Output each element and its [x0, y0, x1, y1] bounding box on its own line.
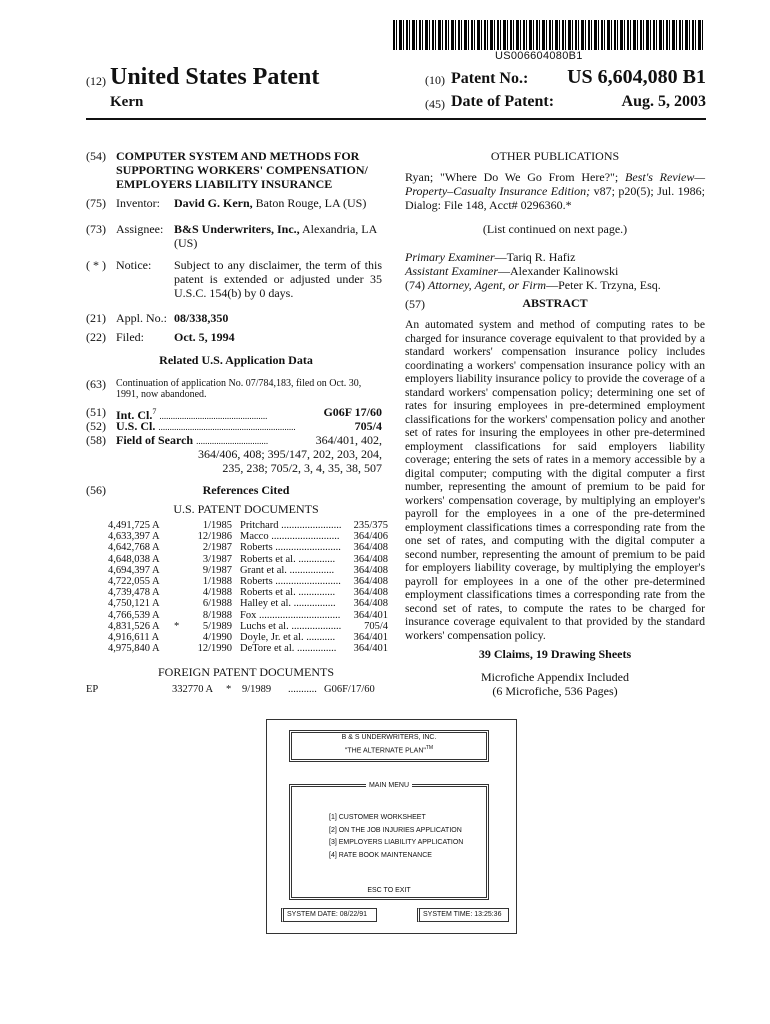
main-menu-label	[289, 782, 489, 789]
continuation-code: (63)	[86, 377, 106, 391]
field-code: (58)	[86, 433, 106, 447]
date-label: Date of Patent:	[451, 93, 555, 110]
foreign-class: G06F/17/60	[324, 684, 375, 695]
reference-name: Luchs et al. ...................	[240, 620, 342, 632]
abstract-heading: ABSTRACT	[522, 296, 588, 310]
pub-text-1: Ryan; "Where Do We Go From Here?";	[405, 170, 619, 184]
reference-number: 4,975,840 A	[108, 643, 160, 655]
reference-date: 12/1986	[197, 531, 232, 543]
intcl-label: Int. Cl.	[116, 408, 153, 422]
notice-text: Subject to any disclaimer, the term of this patent is extended or adjusted under 35 U.S.C. 154(b) by 0 days.	[174, 258, 382, 300]
reference-date: 8/1988	[202, 609, 232, 621]
reference-number: 4,648,038 A	[108, 553, 160, 565]
assignee-name: B&S Underwriters, Inc.,	[174, 222, 300, 236]
references-code: (56)	[86, 483, 106, 497]
drawing-company: B & S UNDERWRITERS, INC.	[341, 734, 437, 741]
inventor-name: David G. Kern,	[174, 196, 253, 210]
drawing-plan-text: "THE ALTERNATE PLAN"	[344, 747, 426, 755]
attorney-name: —Peter K. Trzyna, Esq.	[546, 278, 661, 292]
field-dots: ................................	[196, 436, 269, 446]
foreign-date: 9/1989	[242, 684, 272, 695]
field-value-2: 364/406, 408; 395/147, 202, 203, 204,	[197, 447, 382, 461]
microfiche-line-2: (6 Microfiche, 536 Pages)	[492, 684, 618, 698]
primary-examiner	[405, 250, 575, 264]
abstract-text: An automated system and method of computing rates to be charged for insurance coverage equivalent to that provided by a standard workers' compensation insurance policy includes coordinating a workers' compensation insurance policy with an employers liability insurance policy to provide the coverage of a standard workers' compensation policy; determining one set of rates for insuring employees in pre-determined employment classifications for the workers' compensation policy and another set of rates for insuring the employees in other pre-determined employment classifications for said employers liability coverage; entering the sets of rates in a memory accessible by a digital computer; computing with the digital computer a first number, representing the amount of premium to be paid for workers' compensation coverage, by multiplying an employer's payroll for the employees in a one of the pre-determined employment classifications times a corresponding rate from the one set of rates, and computing with the digital computer a second number, representing the amount of premium to be paid for employers liability coverage, by multiplying the employer's payroll for employees in a one of the other pre-determined employment classifications times a corresponding rate from the second set of rates, to compute the rates to be charged for insurance coverage equivalent to that provided by the standard workers' compensation policy.	[405, 318, 705, 642]
reference-name: DeTore et al. ...............	[240, 643, 337, 655]
pub-text-2: v87; p20(5); Jul. 1986; Dialog: File 148, Acct# 0296360.*	[405, 184, 706, 212]
inventor-location: Baton Rouge, LA (US)	[255, 196, 367, 210]
reference-class: 364/408	[344, 565, 388, 576]
references-heading: References Cited	[202, 483, 290, 497]
reference-date: 1/1985	[202, 520, 232, 531]
notice-code: ( * )	[86, 258, 106, 272]
continuation-text: Continuation of application No. 07/784,183, filed on Oct. 30, 1991, now abandoned.	[116, 378, 362, 400]
reference-date: 3/1987	[202, 553, 232, 565]
reference-name: Roberts et al. ..............	[240, 553, 336, 565]
other-pubs-text	[405, 170, 705, 212]
reference-date: 4/1990	[202, 632, 232, 643]
patent-date: Aug. 5, 2003	[621, 93, 706, 110]
list-continued: (List continued on next page.)	[482, 222, 628, 236]
reference-class: 364/406	[344, 531, 388, 542]
uscl-dots: .............................................................	[158, 422, 296, 432]
assistant-label: Assistant Examiner	[405, 264, 498, 278]
field-value-3: 235, 238; 705/2, 3, 4, 35, 38, 507	[222, 461, 382, 475]
claims-sheets: 39 Claims, 19 Drawing Sheets	[478, 647, 632, 661]
uscl-label: U.S. Cl.	[116, 419, 156, 433]
assignee-code: (73)	[86, 222, 106, 236]
main-menu-text: MAIN MENU	[366, 782, 412, 789]
reference-class: 364/401	[344, 632, 388, 643]
assignee-label: Assignee:	[116, 222, 164, 236]
reference-class: 364/408	[344, 542, 388, 553]
reference-date: 5/1989	[202, 620, 232, 632]
assistant-examiner	[405, 264, 618, 278]
reference-number: 4,694,397 A	[108, 564, 160, 576]
assistant-name: —Alexander Kalinowski	[498, 264, 619, 278]
primary-label: Primary Examiner	[405, 250, 495, 264]
drawing-menu-item: [2] ON THE JOB INJURIES APPLICATION	[329, 826, 462, 834]
reference-date: 6/1988	[202, 598, 232, 610]
title-code: (54)	[86, 149, 106, 163]
reference-class: 364/408	[344, 576, 388, 587]
drawing-menu-item: [1] CUSTOMER WORKSHEET	[329, 814, 426, 821]
reference-name: Halley et al. ................	[240, 598, 336, 610]
reference-name: Macco ..........................	[240, 531, 340, 543]
drawing-plan	[289, 745, 489, 754]
related-heading: Related U.S. Application Data	[159, 353, 313, 367]
reference-name: Doyle, Jr. et al. ...........	[240, 632, 336, 643]
reference-number: 4,766,539 A	[108, 609, 160, 621]
foreign-dots: ...........	[288, 684, 317, 695]
reference-date: 4/1988	[202, 587, 232, 599]
reference-number: 4,831,526 A	[108, 620, 160, 632]
reference-number: 4,491,725 A	[108, 520, 160, 531]
inventor-code: (75)	[86, 196, 106, 210]
reference-date: 9/1987	[202, 564, 232, 576]
filed-date: Oct. 5, 1994	[174, 330, 235, 344]
system-time: SYSTEM TIME: 13:25:36	[423, 911, 502, 918]
reference-number: 4,916,611 A	[108, 632, 160, 643]
representative-drawing	[266, 719, 517, 934]
uscl-value: 705/4	[320, 419, 382, 433]
appl-code: (21)	[86, 311, 106, 325]
reference-class: 364/408	[344, 598, 388, 609]
attorney-code: (74)	[405, 278, 425, 292]
patent-title: COMPUTER SYSTEM AND METHODS FOR SUPPORTING WORKERS' COMPENSATION/ EMPLOYERS LIABILITY INSURANCE	[116, 149, 368, 191]
system-date: SYSTEM DATE: 08/22/91	[287, 911, 368, 918]
intcl-code: (51)	[86, 405, 106, 419]
intcl-dots: ................................................	[159, 411, 268, 421]
uscl-code: (52)	[86, 419, 106, 433]
reference-number: 4,633,397 A	[108, 531, 160, 543]
reference-name: Roberts .........................	[240, 542, 341, 554]
reference-name: Pritchard .......................	[240, 520, 342, 531]
reference-class: 364/408	[344, 587, 388, 598]
reference-date: 2/1987	[202, 542, 232, 554]
patent-no-label: Patent No.:	[451, 70, 529, 87]
reference-date: 1/1988	[202, 576, 232, 587]
assignee-location: Alexandria, LA (US)	[174, 222, 377, 250]
other-pubs-heading: OTHER PUBLICATIONS	[490, 149, 620, 163]
primary-name: —Tariq R. Hafiz	[494, 250, 576, 264]
reference-class: 364/401	[344, 610, 388, 621]
intcl-value: G06F 17/60	[300, 405, 382, 419]
reference-number: 4,750,121 A	[108, 598, 160, 610]
field-value-1: 364/401, 402,	[296, 433, 382, 447]
reference-name: Grant et al. .................	[240, 564, 335, 576]
drawing-plan-tm: TM	[425, 745, 434, 751]
drawing-menu-item: [4] RATE BOOK MAINTENANCE	[329, 851, 432, 859]
pub-journal: Best's Review—Property–Casualty Insurance Edition;	[405, 170, 705, 198]
reference-name: Fox ...............................	[240, 609, 341, 621]
appl-label: Appl. No.:	[116, 311, 167, 325]
esc-text: ESC TO EXIT	[364, 887, 413, 894]
filed-code: (22)	[86, 330, 106, 344]
intcl-sup: 7	[152, 407, 157, 416]
foreign-country: EP	[86, 684, 99, 695]
esc-label	[289, 887, 489, 894]
country-title: United States Patent	[110, 64, 320, 90]
field-label: Field of Search	[116, 433, 194, 447]
barcode-number: US006604080B1	[495, 50, 583, 62]
reference-name: Roberts .........................	[240, 576, 341, 587]
reference-date: 12/1990	[197, 643, 232, 655]
drawing-menu-item: [3] EMPLOYERS LIABILITY APPLICATION	[329, 839, 464, 846]
reference-class: 364/401	[344, 643, 388, 654]
inventor-label: Inventor:	[116, 196, 160, 210]
reference-number: 4,642,768 A	[108, 542, 160, 554]
attorney-label: Attorney, Agent, or Firm	[428, 278, 547, 292]
foreign-number: 332770 A	[172, 684, 214, 695]
reference-star: *	[174, 620, 180, 632]
attorney	[405, 278, 661, 292]
filed-label: Filed:	[116, 330, 145, 344]
notice-label: Notice:	[116, 258, 152, 272]
foreign-docs-heading: FOREIGN PATENT DOCUMENTS	[157, 665, 335, 679]
us-docs-heading: U.S. PATENT DOCUMENTS	[173, 502, 319, 516]
reference-class: 364/408	[344, 554, 388, 565]
appl-number: 08/338,350	[174, 311, 229, 325]
patent-number: US 6,604,080 B1	[567, 66, 706, 88]
microfiche-line-1: Microfiche Appendix Included	[481, 670, 629, 684]
reference-number: 4,739,478 A	[108, 587, 160, 599]
code-10: (10)	[425, 73, 445, 87]
code-45: (45)	[425, 97, 445, 111]
reference-class: 235/375	[344, 520, 388, 531]
reference-number: 4,722,055 A	[108, 576, 160, 587]
inventor-surname: Kern	[110, 94, 144, 110]
abstract-code: (57)	[405, 297, 425, 311]
foreign-star: *	[226, 684, 232, 695]
kind-code-12: (12)	[86, 74, 106, 88]
reference-name: Roberts et al. ..............	[240, 587, 336, 599]
reference-class: 705/4	[344, 621, 388, 632]
